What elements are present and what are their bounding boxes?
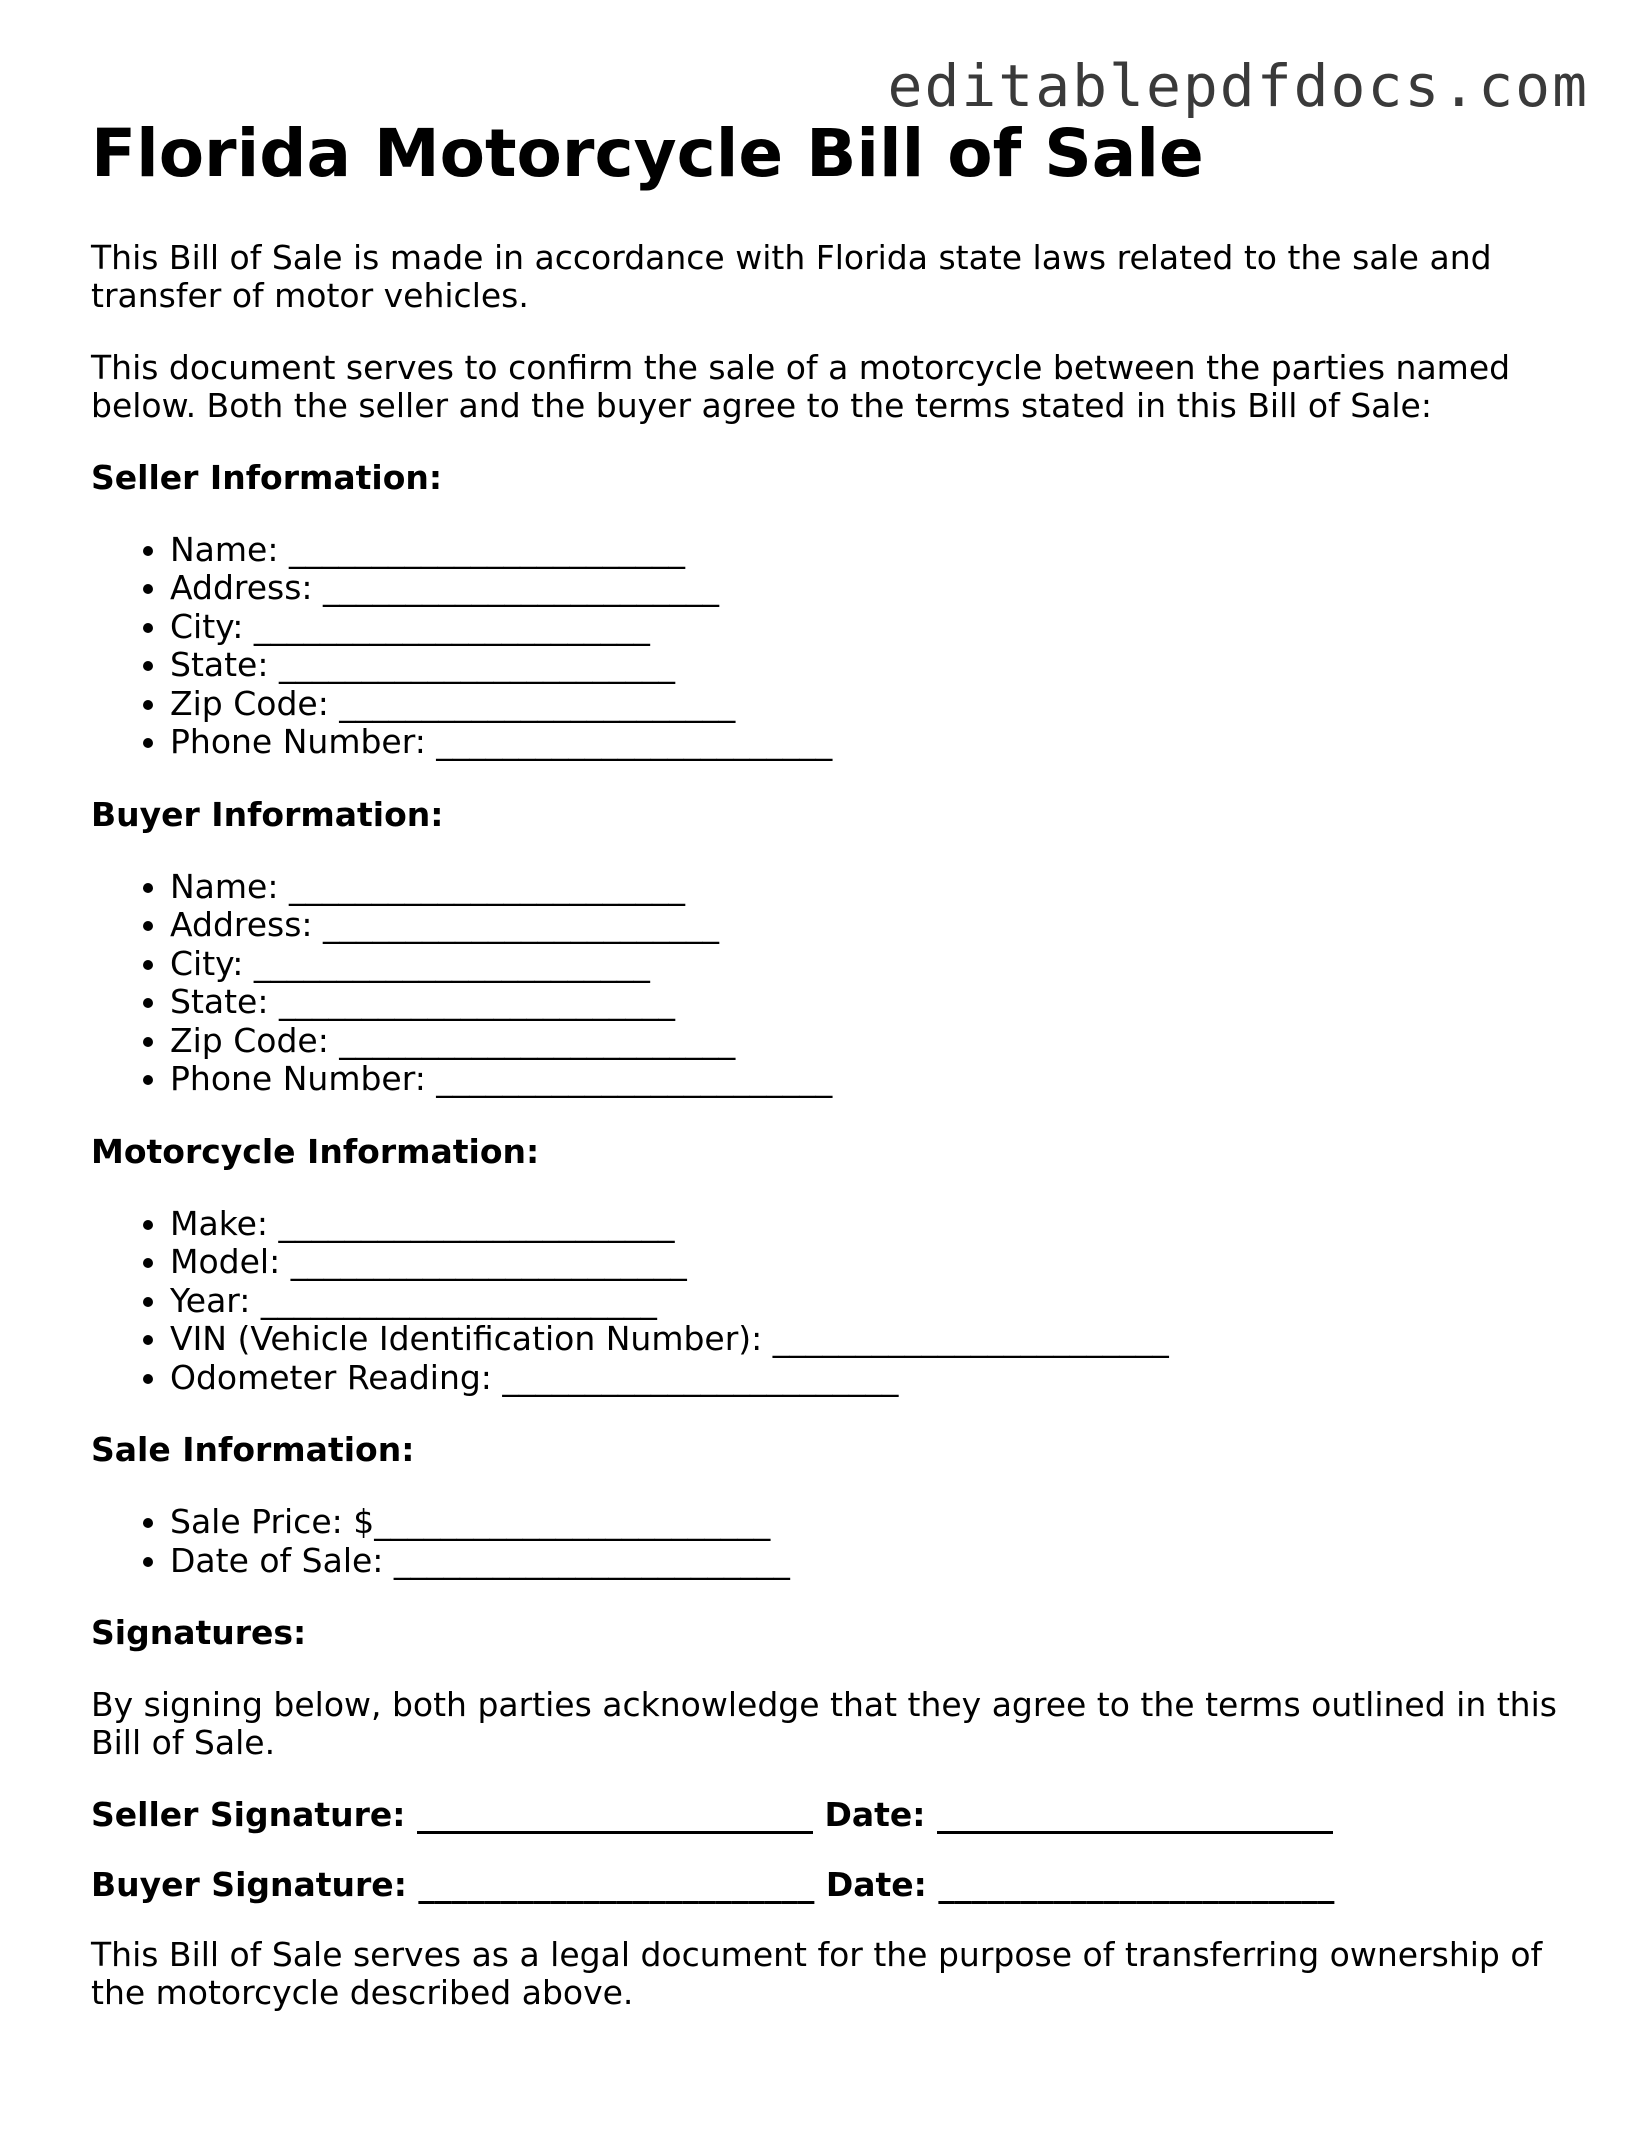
buyer-city-field: • City: ________________________ [170, 945, 1571, 984]
motorcycle-fields-list [91, 1205, 1571, 1398]
motorcycle-section-heading: Motorcycle Information: [91, 1131, 540, 1171]
signatures-acknowledgement: By signing below, both parties acknowledge that they agree to the terms outlined in this Bill of Sale. [91, 1685, 1557, 1763]
seller-name-field: • Name: ________________________ [170, 531, 1571, 570]
motorcycle-model-field: • Model: ________________________ [170, 1243, 1571, 1282]
intro-paragraph-2: This document serves to confirm the sale of a motorcycle between the parties named below. Both the seller and the buyer agree to the terms stated in this Bill of Sale: [91, 347, 1511, 425]
seller-phone-field: • Phone Number: ________________________ [170, 723, 1571, 762]
motorcycle-make-field: • Make: ________________________ [170, 1205, 1571, 1244]
sale-date-field: • Date of Sale: ________________________ [170, 1542, 1571, 1581]
buyer-signature-line: Buyer Signature: ________________________ Date: ________________________ [91, 1865, 1335, 1905]
buyer-phone-field: • Phone Number: ________________________ [170, 1060, 1571, 1099]
motorcycle-vin-field: • VIN (Vehicle Identification Number): ________________________ [170, 1320, 1571, 1359]
watermark: editablepdfdocs.com [887, 52, 1589, 120]
seller-zip-field: • Zip Code: ________________________ [170, 685, 1571, 724]
page-title: Florida Motorcycle Bill of Sale [91, 115, 1204, 192]
buyer-fields-list [91, 868, 1571, 1099]
seller-fields-list [91, 531, 1571, 762]
seller-section-heading: Seller Information: [91, 457, 443, 497]
sale-price-field: • Sale Price: $________________________ [170, 1503, 1571, 1542]
seller-signature-line: Seller Signature: ________________________ Date: ________________________ [91, 1795, 1333, 1835]
buyer-state-field: • State: ________________________ [170, 983, 1571, 1022]
seller-address-field: • Address: ________________________ [170, 569, 1571, 608]
signatures-section-heading: Signatures: [91, 1613, 307, 1653]
sale-section-heading: Sale Information: [91, 1430, 415, 1470]
buyer-zip-field: • Zip Code: ________________________ [170, 1022, 1571, 1061]
document-body [91, 115, 1571, 2046]
intro-paragraph-1: This Bill of Sale is made in accordance with Florida state laws related to the sale and transfer of motor vehicles. [91, 237, 1492, 315]
buyer-address-field: • Address: ________________________ [170, 906, 1571, 945]
seller-state-field: • State: ________________________ [170, 646, 1571, 685]
motorcycle-year-field: • Year: ________________________ [170, 1282, 1571, 1321]
buyer-section-heading: Buyer Information: [91, 794, 444, 834]
seller-city-field: • City: ________________________ [170, 608, 1571, 647]
closing-paragraph: This Bill of Sale serves as a legal document for the purpose of transferring ownership of the motorcycle described above. [91, 1935, 1543, 2013]
motorcycle-odometer-field: • Odometer Reading: ________________________ [170, 1359, 1571, 1398]
sale-fields-list [91, 1503, 1571, 1580]
buyer-name-field: • Name: ________________________ [170, 868, 1571, 907]
